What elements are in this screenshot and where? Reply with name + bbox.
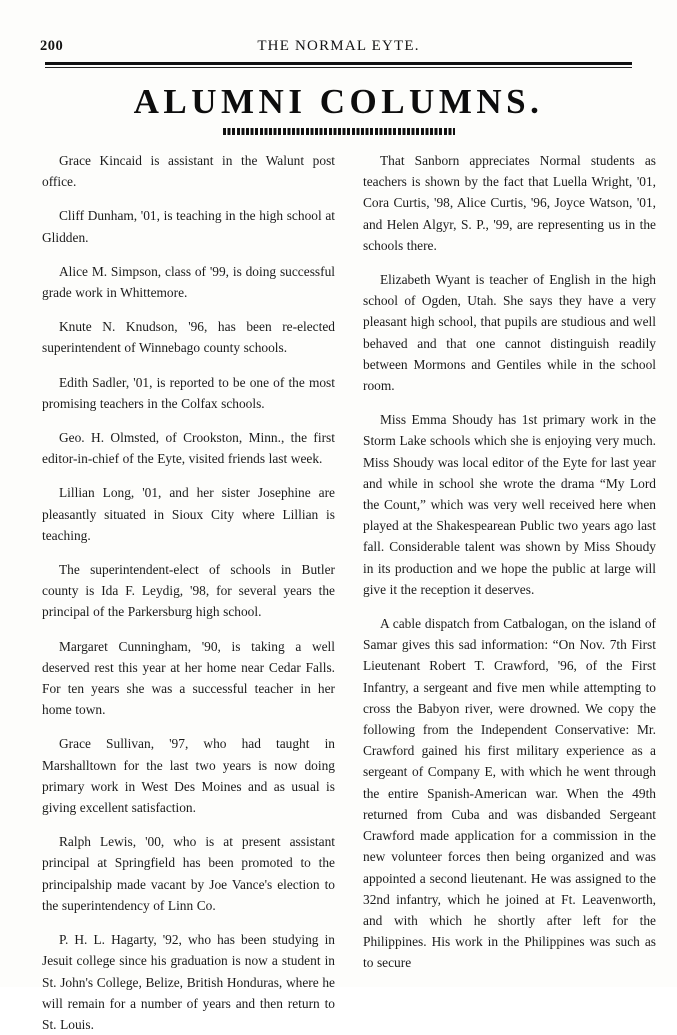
paragraph: Lillian Long, '01, and her sister Josephine are pleasantly situated in Sioux City where Lillian is teaching. xyxy=(42,485,335,543)
paragraph: Grace Sullivan, '97, who had taught in Marshalltown for the last two years is now doing primary work in West Des Moines and as usual is giving excellent satisfaction. xyxy=(42,736,335,816)
paragraph: Edith Sadler, '01, is reported to be one of the most promising teachers in the Colfax schools. xyxy=(42,374,335,411)
paragraph: Ralph Lewis, '00, who is at present assistant principal at Springfield has been promoted to the principalship made vacant by Joe Vance's election to the superintendency of Linn Co. xyxy=(42,834,335,913)
rule-thin xyxy=(45,67,632,68)
paragraph: Knute N. Knudson, '96, has been re-elected superintendent of Winnebago county schools. xyxy=(42,319,335,356)
right-column xyxy=(363,150,656,1035)
paragraph: Geo. H. Olmsted, of Crookston, Minn., the first editor-in-chief of the Eyte, visited friends last week. xyxy=(42,430,335,467)
paragraph: Elizabeth Wyant is teacher of English in the high school of Ogden, Utah. She says they have a very pleasant high school, that pupils are studious and well behaved and that one cannot distinguish readily between Mormons and Gentiles while in the school room. xyxy=(363,272,656,394)
paragraph: Miss Emma Shoudy has 1st primary work in the Storm Lake schools which she is enjoying very much. Miss Shoudy was local editor of the Eyte for last year and while in school she wrote the drama “My Lord the Count,” which was very well received here when played at the Shakespearean Public two years ago last fall. Considerable talent was shown by Miss Shoudy in its production and we hope the public at large will give it the reception it deserves. xyxy=(363,412,656,597)
page-number: 200 xyxy=(40,38,64,54)
paragraph: Grace Kincaid is assistant in the Walunt post office. xyxy=(42,153,335,190)
running-head xyxy=(40,38,637,58)
paragraph: Cliff Dunham, '01, is teaching in the high school at Glidden. xyxy=(42,208,335,245)
left-column xyxy=(42,150,335,1035)
section-headline: ALUMNI COLUMNS. xyxy=(133,82,544,121)
paragraph: P. H. L. Hagarty, '92, who has been studying in Jesuit college since his graduation is now a student in St. John's College, Belize, British Honduras, where he will remain for a number of years and then return to St. Louis. xyxy=(42,932,335,1032)
ornament-divider xyxy=(0,128,677,135)
article-body xyxy=(42,150,656,1035)
publication-title: THE NORMAL EYTE. xyxy=(257,38,420,54)
paragraph: A cable dispatch from Catbalogan, on the island of Samar gives this sad information: “On Nov. 7th First Lieutenant Robert T. Crawford, '96, of the First Infantry, a sergeant and five men while attempting to cross the Babyon river, were drowned. We copy the following from the Independent Conservative: Mr. Crawford gained his first military experience as a sergeant of Company E, with which he went through the entire Spanish-American war. When the 49th returned from Cuba and was disbanded Sergeant Crawford made application for a commission in the new volunteer forces then being organized and was appointed a second lieutenant. He was assigned to the 32nd infantry, which he joined at Ft. Leavenworth, and with which he shortly after left for the Philippines. His work in the Philippines was such as to secure xyxy=(363,616,656,971)
paragraph: Alice M. Simpson, class of '99, is doing successful grade work in Whittemore. xyxy=(42,263,335,301)
dotted-divider-icon xyxy=(223,128,455,135)
paragraph: The superintendent-elect of schools in Butler county is Ida F. Leydig, '98, for several years the principal of the Parkersburg high school. xyxy=(42,562,335,620)
paragraph: Margaret Cunningham, '90, is taking a well deserved rest this year at her home near Cedar Falls. For ten years she was a successful teacher in her home town. xyxy=(42,638,335,718)
paragraph: That Sanborn appreciates Normal students as teachers is shown by the fact that Luella Wright, '01, Cora Curtis, '98, Alice Curtis, '96, Joyce Watson, '01, and Helen Algyr, S. P., '99, are representing us in the schools there. xyxy=(363,153,656,253)
header-double-rule xyxy=(45,62,632,68)
